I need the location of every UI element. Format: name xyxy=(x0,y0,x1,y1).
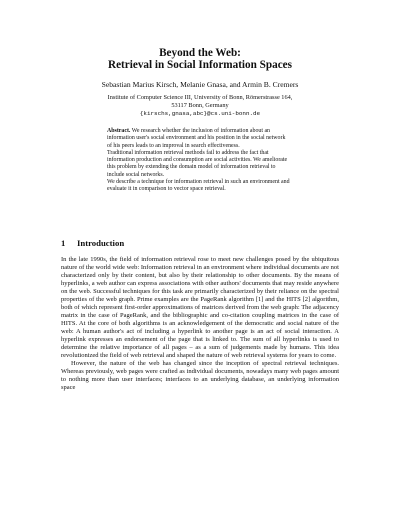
affiliation-line1: Institute of Computer Science III, University of Bonn, Römerstrasse 164, xyxy=(107,94,293,101)
abstract-label: Abstract. xyxy=(107,128,131,134)
abstract xyxy=(107,128,291,193)
body-paragraph-2: However, the nature of the web has changed since the inception of spectral retrieval techniques. Whereas previously, web pages were crafted as individual documents, nowadays many web pages amount to nothing more than user interfaces; interfaces to an underlying database, an underlying information space xyxy=(61,360,339,391)
abstract-paragraph-2: Traditional information retrieval methods fail to address the fact that information production and consumption are social activities. We ameliorate this problem by extending the domain model of information retrieval to include social networks. xyxy=(107,149,288,178)
body-paragraph-1: In the late 1990s, the field of information retrieval rose to meet new challenges posed by the ubiquitous nature of the world wide web: Information retrieval in an environment where individual documents are not characterized only by their content, but also by their relationship to other documents. By the means of hyperlinks, a web author can express associations with other authors' documents that may reside anywhere on the web. Successful techniques for this task are primarily characterized by their reliance on the spectral properties of the web graph. Prime examples are the PageRank algorithm [1] and the HITS [2] algorithm, both of which represent first-order approximations of matrices derived from the web graph: The adjacency matrix in the case of PageRank, and the bibliographic and co-citation coupling matrices in the case of HITS. At the core of both algorithms is an acknowledgement of the democratic and social nature of the web: A human author's act of including a hyperlink to another page is an act of social interaction. A hyperlink expresses an endorsement of the page that is linked to. The sum of all hyperlinks is used to determine the relative importance of all pages – as a sum of judgements made by humans. This idea revolutionized the field of web retrieval and shaped the nature of web retrieval systems for years to come. xyxy=(61,256,339,359)
abstract-paragraph-3: We describe a technique for information retrieval in such an environment and evaluate it in comparison to vector space retrieval. xyxy=(107,178,290,192)
paper-title-line2: Retrieval in Social Information Spaces xyxy=(108,59,292,71)
author-email: {kirschs,gnasa,abc}@cs.uni-bonn.de xyxy=(139,110,261,117)
section-title: Introduction xyxy=(77,238,125,248)
affiliation-line2: 53117 Bonn, Germany xyxy=(171,102,229,109)
paper-title-line1: Beyond the Web: xyxy=(159,47,241,59)
section-heading xyxy=(61,238,124,249)
abstract-paragraph-1: Abstract. We research whether the inclusion of information about an information user's social environment and his position in the social network of his peers leads to an improval in search effectiveness. xyxy=(107,128,286,149)
section-number: 1 xyxy=(61,238,66,248)
paper-authors: Sebastian Marius Kirsch, Melanie Gnasa, and Armin B. Cremers xyxy=(101,80,299,89)
section-body xyxy=(61,256,339,392)
